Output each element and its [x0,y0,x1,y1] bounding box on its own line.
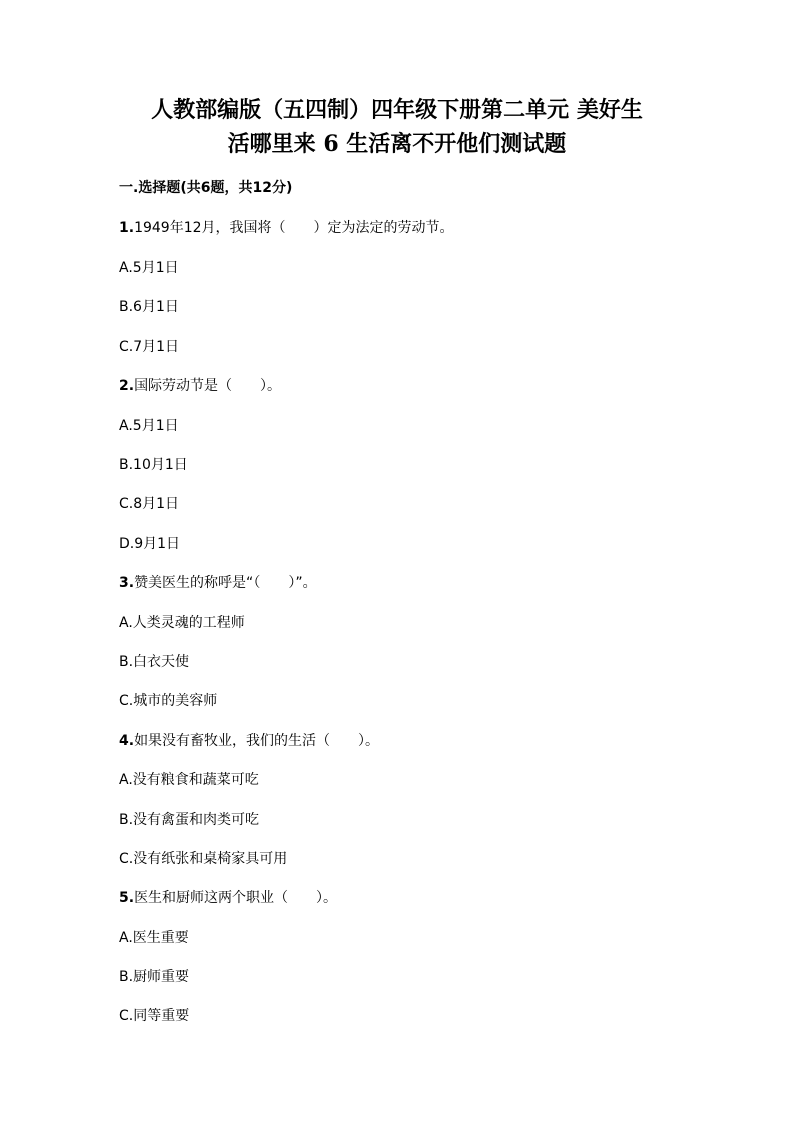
question-3 [119,573,317,593]
option-5b: B.厨师重要 [119,969,190,985]
question-4 [119,731,379,751]
option-4c: C.没有纸张和桌椅家具可用 [119,851,288,867]
option-5c: C.同等重要 [119,1008,190,1024]
option-2d: D.9月1日 [119,536,181,552]
question-number: 2. [119,378,135,394]
question-text: 赞美医生的称呼是“（ ）”。 [134,575,317,591]
option-2c: C.8月1日 [119,496,180,512]
question-text: 医生和厨师这两个职业（ ）。 [134,890,338,906]
question-text: 如果没有畜牧业，我们的生活（ ）。 [134,733,380,749]
question-number: 5. [119,890,135,906]
option-4a: A.没有粮食和蔬菜可吃 [119,772,259,788]
option-3b: B.白衣天使 [119,654,190,670]
option-1a: A.5月1日 [119,260,179,276]
question-text: 国际劳动节是（ ）。 [134,378,282,394]
option-5a: A.医生重要 [119,930,189,946]
question-2 [119,376,281,396]
question-1 [119,218,454,238]
question-number: 4. [119,733,135,749]
option-1b: B.6月1日 [119,299,179,315]
question-text: 1949年12月，我国将（ ）定为法定的劳动节。 [134,220,454,236]
page-title-line-1: 人教部编版（五四制）四年级下册第二单元 美好生 [151,97,643,123]
option-1c: C.7月1日 [119,339,180,355]
option-3a: A.人类灵魂的工程师 [119,615,245,631]
question-5 [119,888,337,908]
question-number: 3. [119,575,135,591]
option-2a: A.5月1日 [119,418,179,434]
option-3c: C.城市的美容师 [119,693,218,709]
page-title-line-2: 活哪里来 6 生活离不开他们测试题 [227,131,567,157]
section-heading: 一.选择题(共6题，共12分) [119,180,293,196]
option-2b: B.10月1日 [119,457,188,473]
question-number: 1. [119,220,135,236]
option-4b: B.没有禽蛋和肉类可吃 [119,812,260,828]
